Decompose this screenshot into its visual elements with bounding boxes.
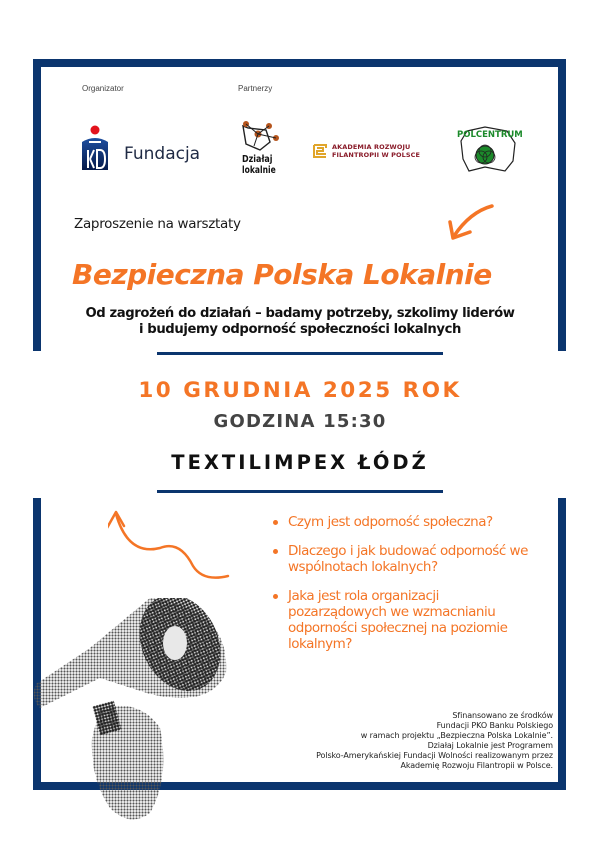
- dzialaj-text-line1: Działaj: [242, 154, 273, 165]
- frame-top: [33, 59, 566, 67]
- dzialaj-lokalnie-logo: [238, 120, 284, 180]
- event-time: GODZINA 15:30: [213, 411, 387, 432]
- questions-list: [270, 514, 570, 665]
- akademia-logo: [313, 143, 433, 161]
- funding-note: Sfinansowano ze środków Fundacji PKO Banku Polskiego w ramach projektu „Bezpieczna Polska Lokalnie”. Działaj Lokalnie jest Programem Polsko-Amerykańskiej Fundacji Wolności realizowanym przez Akademię Rozwoju Filantropii w Polsce.: [316, 711, 553, 770]
- bullet-icon: [273, 520, 278, 525]
- akademia-text-line2: FILANTROPII W POLSCE: [332, 151, 421, 159]
- arrow-down-left-icon: [440, 200, 500, 245]
- polcentrum-text: POLCENTRUM: [457, 130, 523, 140]
- divider-top: [157, 352, 443, 355]
- dzialaj-text-line2: lokalnie: [242, 165, 276, 176]
- organizer-label: Organizator: [82, 84, 124, 93]
- bullet-icon: [273, 594, 278, 599]
- akademia-logo-icon: [313, 144, 327, 158]
- dzialaj-lokalnie-logo-icon: [238, 120, 284, 154]
- wavy-arrow-up-icon: [108, 500, 238, 580]
- subtitle-line-1: Od zagrożeń do działań – badamy potrzeby, szkolimy liderów: [85, 306, 515, 321]
- event-date: 10 GRUDNIA 2025 ROK: [138, 378, 462, 403]
- question-item: Czym jest odporność społeczna?: [270, 514, 570, 530]
- subtitle-line-2: i budujemy odporność społeczności lokalnych: [138, 322, 462, 337]
- megaphone-hand-illustration: [30, 598, 230, 828]
- divider-bottom: [157, 490, 443, 493]
- pko-logo: [80, 124, 200, 174]
- question-item: Dlaczego i jak budować odporność we wspólnotach lokalnych?: [270, 543, 548, 575]
- frame-right-upper: [558, 59, 566, 351]
- frame-left-upper: [33, 59, 41, 351]
- pko-logo-icon: [80, 124, 110, 172]
- event-title: Bezpieczna Polska Lokalnie: [72, 258, 492, 291]
- event-subtitle: [60, 306, 540, 338]
- akademia-text-line1: AKADEMIA ROZWOJU: [332, 143, 411, 151]
- partners-label: Partnerzy: [238, 84, 273, 93]
- bullet-icon: [273, 549, 278, 554]
- invitation-intro: Zaproszenie na warsztaty: [74, 216, 241, 232]
- question-item: Jaka jest rola organizacji pozarządowych we wzmacnianiu odporności społecznej na poziomie lokalnym?: [270, 588, 528, 652]
- pko-fundacja-text: Fundacja: [124, 144, 201, 164]
- event-place: TEXTILIMPEX ŁÓDŹ: [171, 451, 429, 474]
- polcentrum-logo: [455, 125, 521, 175]
